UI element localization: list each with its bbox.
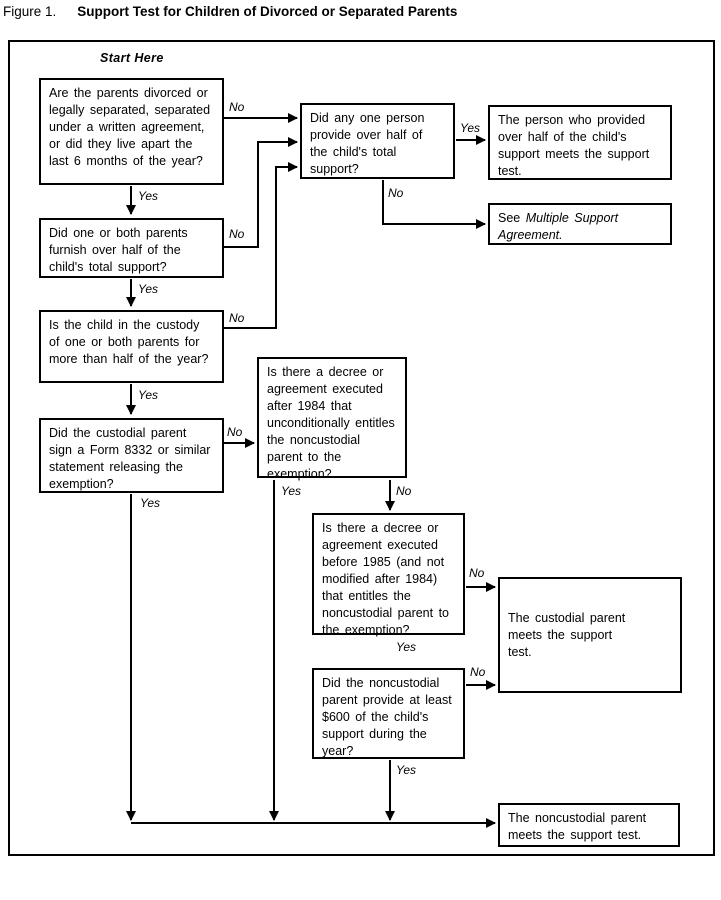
see-prefix: See [498, 211, 521, 225]
node-noncustodial-meets: The noncustodial parent meets the support test. [498, 803, 680, 847]
edge-label-before1985-yes: Yes [396, 763, 417, 777]
edge-label-divorced-no: No [229, 100, 245, 114]
node-q-decree-after-1984: Is there a decree or agreement executed after 1984 that unconditionally entitles the noncustodial parent to the exemption? [257, 357, 407, 478]
node-q-half-support: Did one or both parents furnish over half of the child's total support? [39, 218, 224, 278]
node-person-provided-meets: The person who provided over half of the child's support meets the support test. [488, 105, 672, 180]
node-q-divorced: Are the parents divorced or legally separated, separated under a written agreement, or did they live apart the last 6 months of the year? [39, 78, 224, 185]
node-see-multiple-support [488, 203, 672, 245]
node-q-any-one-person: Did any one person provide over half of the child's total support? [300, 103, 455, 179]
edge-label-custody-no: No [229, 311, 245, 325]
node-q-600-support: Did the noncustodial parent provide at least $600 of the child's support during the year? [312, 668, 465, 759]
edge-label-anyone-no: No [388, 186, 404, 200]
edge-label-before1985-no: No [469, 566, 485, 580]
edge-label-form8332-yes: Yes [140, 496, 161, 510]
edge-label-anyone-yes: Yes [460, 121, 481, 135]
node-custodial-meets [498, 577, 682, 693]
edge-label-divorced-yes: Yes [138, 189, 159, 203]
figure-title: Support Test for Children of Divorced or Separated Parents [77, 4, 458, 19]
multiple-support-reference: Multiple Support Agreement. [498, 211, 619, 242]
edge-label-custody-yes: Yes [138, 388, 159, 402]
node-q-custody: Is the child in the custody of one or both parents for more than half of the year? [39, 310, 224, 383]
node-q-decree-before-1985: Is there a decree or agreement executed before 1985 (and not modified after 1984) that entitles the noncustodial parent to the exemption? [312, 513, 465, 635]
start-here-label: Start Here [100, 51, 164, 65]
node-q-form-8332: Did the custodial parent sign a Form 8332 or similar statement releasing the exemption? [39, 418, 224, 493]
edge-label-after1984-no: No [396, 484, 412, 498]
edge-label-before1985-yes-mid: Yes [396, 640, 417, 654]
page-title [3, 4, 457, 19]
edge-label-half-support-no: No [229, 227, 245, 241]
custodial-meets-text: The custodial parent meets the support test. [508, 610, 626, 659]
edge-label-after1984-yes: Yes [281, 484, 302, 498]
edge-label-600-no: No [470, 665, 486, 679]
edge-label-form8332-no: No [227, 425, 243, 439]
figure-number: Figure 1. [3, 4, 57, 19]
edge-label-half-support-yes: Yes [138, 282, 159, 296]
